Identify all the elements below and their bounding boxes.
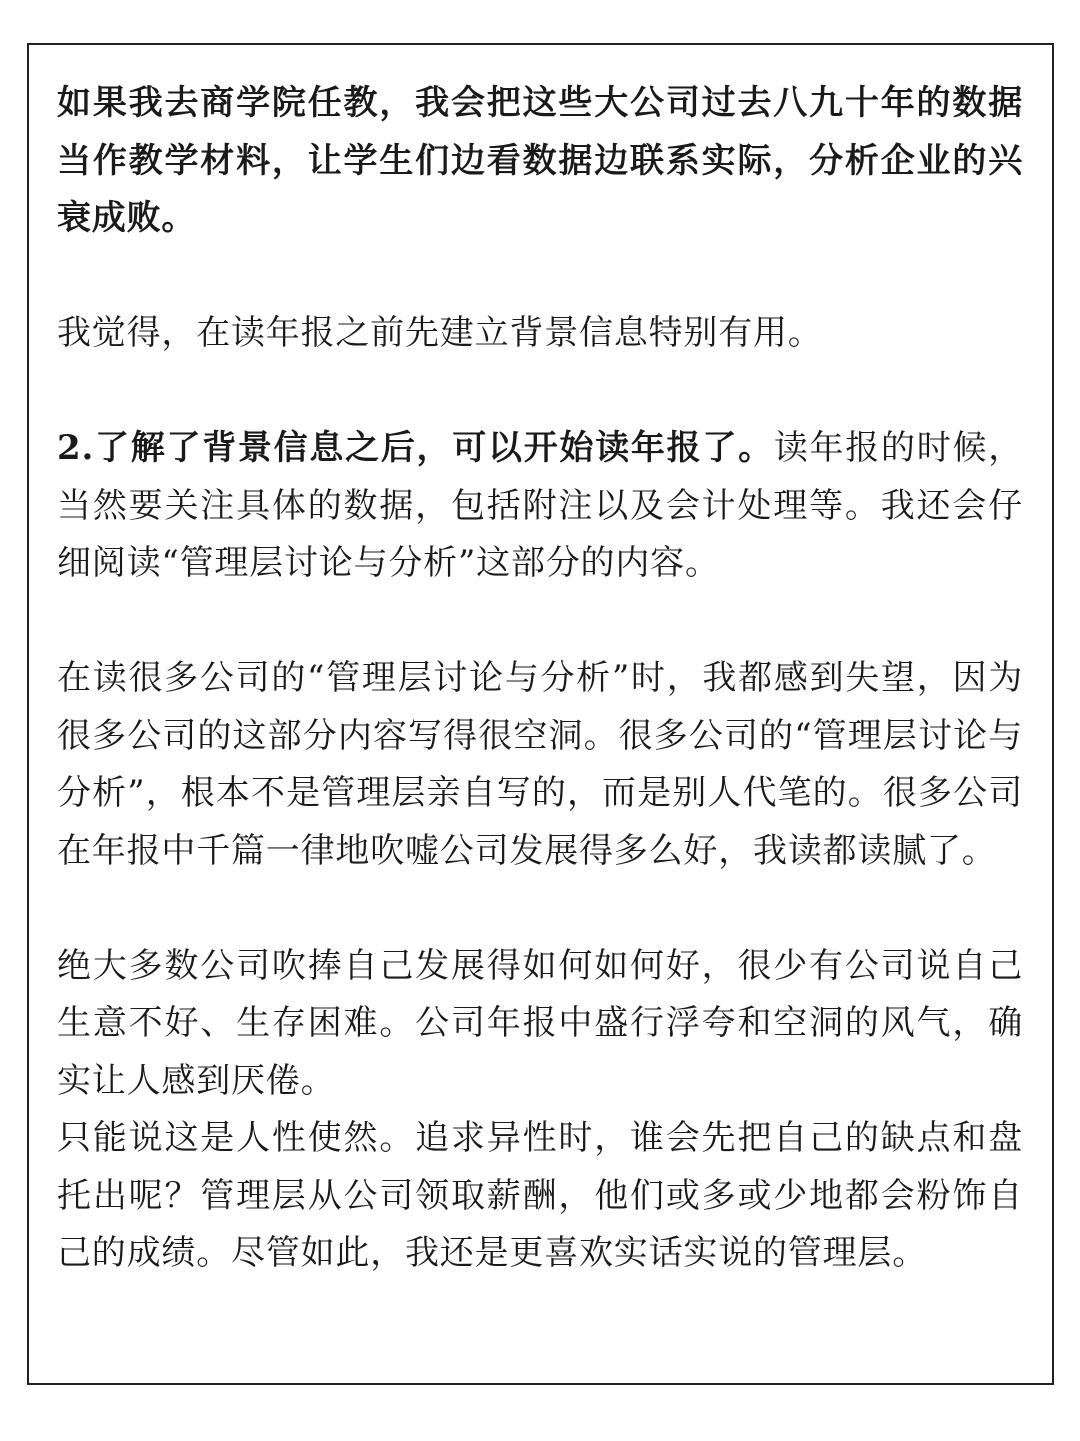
paragraph-spacer: [57, 363, 1023, 421]
paragraph-spacer: [57, 248, 1023, 306]
paragraph-spacer: [57, 880, 1023, 938]
article-body: [57, 75, 1023, 1283]
text-card-frame: [27, 43, 1054, 1385]
paragraph-read-annual-report-text: 读年报的时候，当然要关注具体的数据，包括附注以及会计处理等。我还会仔细阅读“管理层讨论与分析”这部分的内容。: [57, 428, 1023, 583]
paragraph-mda-disappointment: 在读很多公司的“管理层讨论与分析”时，我都感到失望，因为很多公司的这部分内容写得很空洞。很多公司的“管理层讨论与分析”，根本不是管理层亲自写的，而是别人代笔的。很多公司在年报中千篇一律地吹嘘公司发展得多么好，我读都读腻了。: [57, 658, 1023, 871]
paragraph-spacer: [57, 593, 1023, 651]
paragraph-boasting-companies: 绝大多数公司吹捧自己发展得如何如何好，很少有公司说自己生意不好、生存困难。公司年报中盛行浮夸和空洞的风气，确实让人感到厌倦。: [57, 945, 1023, 1101]
paragraph-background-info: 我觉得，在读年报之前先建立背景信息特别有用。: [57, 313, 823, 353]
paragraph-business-school: 如果我去商学院任教，我会把这些大公司过去八九十年的数据当作教学材料，让学生们边看数据边联系实际，分析企业的兴衰成败。: [57, 83, 1023, 238]
paragraph-read-annual-report: [57, 420, 1023, 593]
paragraph-human-nature: 只能说这是人性使然。追求异性时，谁会先把自己的缺点和盘托出呢？管理层从公司领取薪酬，他们或多或少地都会粉饰自己的成绩。尽管如此，我还是更喜欢实话实说的管理层。: [57, 1118, 1023, 1273]
section-heading-2: 2.了解了背景信息之后，可以开始读年报了。: [57, 428, 774, 468]
